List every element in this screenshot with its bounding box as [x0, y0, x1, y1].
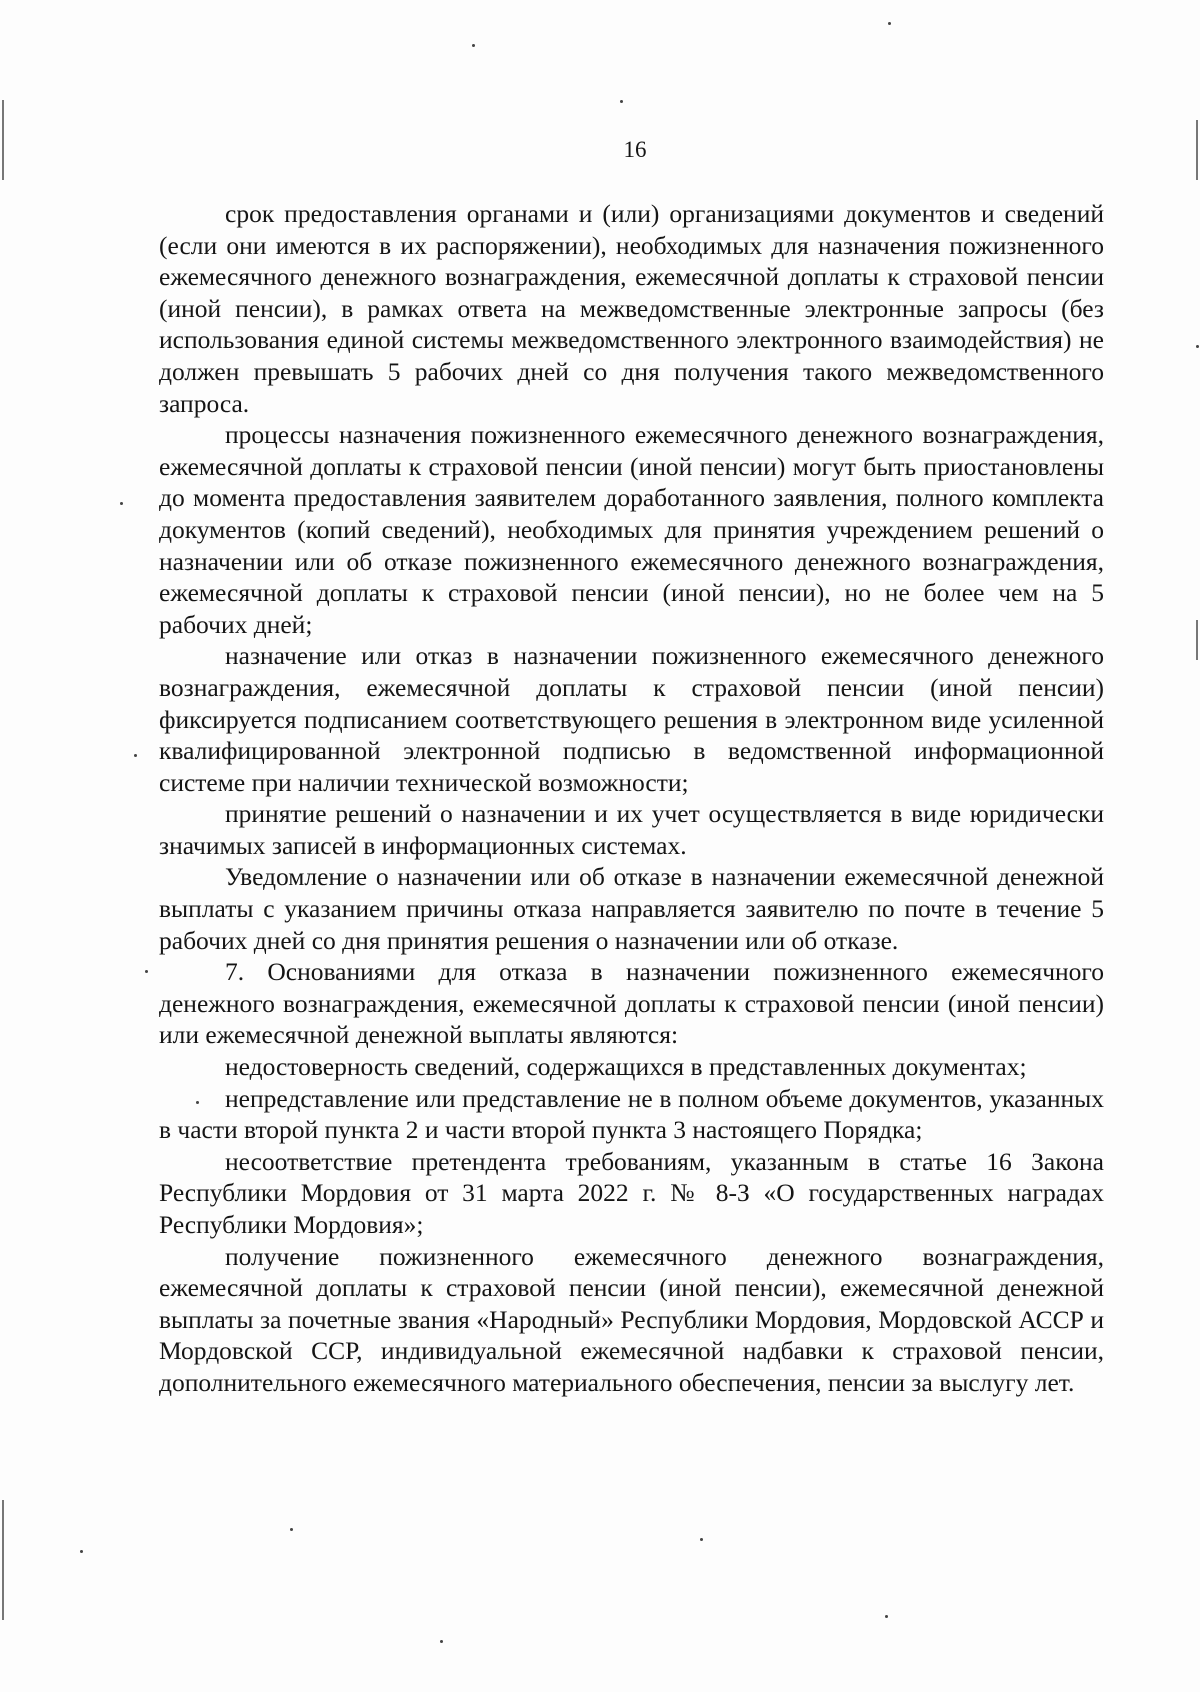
scan-speck [472, 44, 475, 47]
paragraph-9: несоответствие претендента требованиям, указанным в статье 16 Закона Республики Мордовия от 31 марта 2022 г. № 8-З «О государственных наградах Республики Мордовия»; [159, 1146, 1104, 1239]
paragraph-4: принятие решений о назначении и их учет осуществляется в виде юридически значимых записей в информационных системах. [159, 799, 1104, 860]
document-body [159, 198, 1104, 1399]
scan-edge-mark [1196, 120, 1198, 180]
paragraph-6: 7. Основаниями для отказа в назначении пожизненного ежемесячного денежного вознаграждения, ежемесячной доплаты к страховой пенсии (иной пенсии) или ежемесячной денежной выплаты являются: [159, 957, 1104, 1050]
scan-speck [888, 22, 891, 25]
page-number: 16 [623, 137, 647, 162]
scan-speck [1196, 345, 1199, 348]
paragraph-5: Уведомление о назначении или об отказе в назначении ежемесячной денежной выплаты с указанием причины отказа направляется заявителю по почте в течение 5 рабочих дней со дня принятия решения о назначении или об отказе. [159, 862, 1104, 955]
scan-speck [196, 1101, 199, 1104]
scan-speck [120, 502, 123, 505]
paragraph-8: непредставление или представление не в полном объеме документов, указанных в части второй пункта 2 и части второй пункта 3 настоящего Порядка; [159, 1083, 1104, 1145]
paragraph-3: назначение или отказ в назначении пожизненного ежемесячного денежного вознаграждения, ежемесячной доплаты к страховой пенсии (иной пенсии) фиксируется подписанием соответствующего решения в электронном виде усиленной квалифицированной электронной подписью в ведомственной информационной системе при наличии технической возможности; [159, 641, 1104, 797]
paragraph-1: срок предоставления органами и (или) организациями документов и сведений (если они имеются в их распоряжении), необходимых для назначения пожизненного ежемесячного денежного вознаграждения, ежемесячной доплаты к страховой пенсии (иной пенсии), в рамках ответа на межведомственные электронные запросы (без использования единой системы межведомственного электронного взаимодействия) не должен превышать 5 рабочих дней со дня получения такого межведомственного запроса. [159, 199, 1104, 418]
paragraph-10: получение пожизненного ежемесячного денежного вознаграждения, ежемесячной доплаты к страховой пенсии (иной пенсии), ежемесячной денежной выплаты за почетные звания «Народный» Республики Мордовия, Мордовской АССР и Мордовской ССР, индивидуальной ежемесячной надбавки к страховой пенсии, дополнительного ежемесячного материального обеспечения, пенсии за выслугу лет. [159, 1241, 1104, 1397]
scan-speck [290, 1528, 293, 1531]
scan-speck [885, 1615, 888, 1618]
scan-speck [620, 100, 623, 103]
scan-edge-mark [2, 100, 4, 180]
scan-edge-mark [1196, 620, 1198, 660]
scan-speck [440, 1640, 443, 1643]
scan-speck [145, 970, 148, 973]
paragraph-2: процессы назначения пожизненного ежемесячного денежного вознаграждения, ежемесячной доплаты к страховой пенсии (иной пенсии) могут быть приостановлены до момента предоставления заявителем доработанного заявления, полного комплекта документов (копий сведений), необходимых для принятия учреждением решений о назначении или об отказе пожизненного ежемесячного денежного вознаграждения, ежемесячной доплаты к страховой пенсии (иной пенсии), но не более чем на 5 рабочих дней; [159, 420, 1104, 639]
paragraph-7: недостоверность сведений, содержащихся в представленных документах; [225, 1052, 1027, 1082]
scan-speck [80, 1550, 83, 1553]
scan-speck [700, 1538, 703, 1541]
scan-edge-mark [2, 1500, 4, 1620]
scan-speck [134, 754, 137, 757]
